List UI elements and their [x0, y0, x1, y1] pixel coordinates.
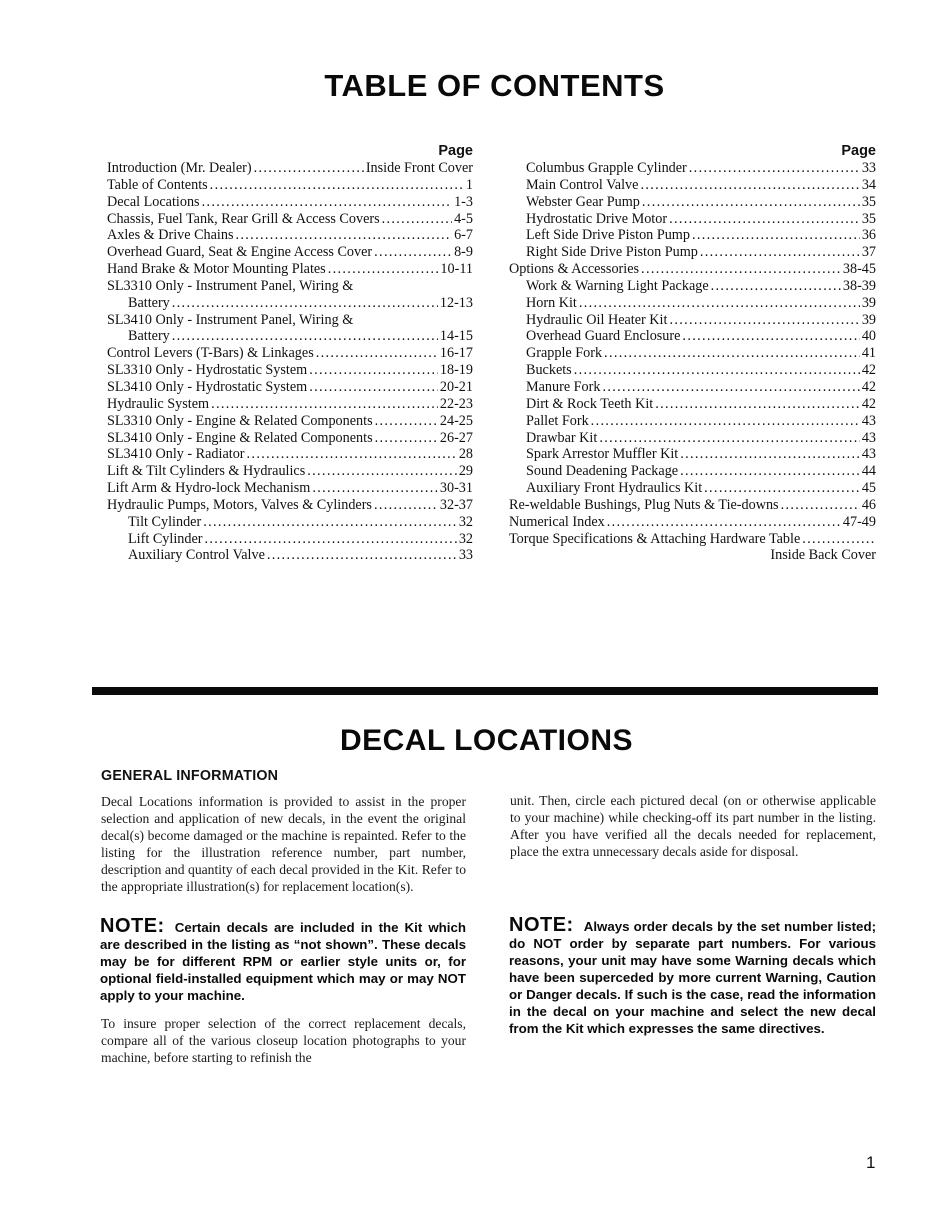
toc-entry-label: Pallet Fork	[526, 412, 589, 429]
dot-leader	[591, 413, 860, 430]
toc-entry	[509, 177, 876, 194]
toc-entry-label: Drawbar Kit	[526, 429, 598, 446]
toc-entry-page: 1	[465, 176, 473, 193]
toc-entry-page: 26-27	[439, 429, 473, 446]
toc-entry-label: Auxiliary Control Valve	[128, 547, 265, 564]
toc-entry-page: 32	[458, 513, 473, 530]
toc-entry-label: Sound Deadening Package	[526, 463, 679, 480]
dot-leader	[374, 244, 452, 261]
dot-leader	[328, 261, 439, 278]
toc-entry-page: 32	[458, 530, 473, 547]
dot-leader	[375, 413, 438, 430]
toc-entry-label: Tilt Cylinder	[128, 513, 202, 530]
toc-entry	[509, 379, 876, 396]
toc-entry	[509, 244, 876, 261]
toc-entry-page: 37	[861, 244, 876, 261]
toc-entry-label: Webster Gear Pump	[526, 193, 640, 210]
toc-entry-page: 1-3	[454, 193, 473, 210]
dot-leader	[254, 160, 364, 177]
note-text: Certain decals are included in the Kit which are described in the listing as “not shown”. These decals may be for different RPM or earlier style units or, for optional field-installed equipment which may or may NOT apply to your machine.	[100, 920, 466, 1003]
toc-entry-label: Manure Fork	[526, 378, 601, 395]
toc-entry	[107, 480, 473, 497]
toc-entry-page: 14-15	[439, 328, 473, 345]
toc-entry-page: 43	[861, 429, 876, 446]
toc-title: TABLE OF CONTENTS	[324, 68, 665, 103]
toc-entry	[107, 345, 473, 362]
toc-entry-label: Lift & Tilt Cylinders & Hydraulics	[107, 463, 306, 480]
note-label: NOTE:	[509, 914, 574, 936]
toc-entry-page: 24-25	[439, 412, 473, 429]
toc-entry	[509, 531, 876, 548]
toc-entry	[107, 261, 473, 278]
page-column-header: Page	[841, 143, 876, 159]
toc-entry-page: 39	[861, 311, 876, 328]
toc-entry-page: 47-49	[842, 513, 876, 530]
toc-entry-page: 46	[861, 496, 876, 513]
toc-entry-page: 33	[458, 547, 473, 564]
toc-entry-page: 34	[861, 176, 876, 193]
toc-entry-label: Chassis, Fuel Tank, Rear Grill & Access Covers	[107, 210, 380, 227]
toc-entry	[509, 396, 876, 413]
toc-entry	[509, 362, 876, 379]
dot-leader	[211, 396, 438, 413]
toc-entry-label: Re-weldable Bushings, Plug Nuts & Tie-downs	[509, 496, 779, 513]
dot-leader	[642, 194, 860, 211]
dot-leader	[641, 261, 841, 278]
toc-entry-page: 38-39	[842, 277, 876, 294]
toc-entry	[107, 177, 473, 194]
toc-entry	[509, 312, 876, 329]
dot-leader	[655, 396, 860, 413]
toc-entry	[107, 194, 473, 211]
toc-entry	[509, 261, 876, 278]
dot-leader	[172, 328, 438, 345]
toc-entry-page: 36	[861, 227, 876, 244]
toc-entry-page: 39	[861, 294, 876, 311]
toc-entry	[107, 514, 473, 531]
dot-leader	[669, 211, 860, 228]
toc-entry-label: SL3410 Only - Radiator	[107, 446, 245, 463]
toc-entry-label: Overhead Guard, Seat & Engine Access Cover	[107, 244, 373, 261]
note-not-shown	[100, 915, 466, 1004]
dot-leader	[247, 446, 457, 463]
decal-locations-title: DECAL LOCATIONS	[339, 724, 634, 757]
toc-entry-label: Columbus Grapple Cylinder	[526, 160, 687, 176]
dot-leader	[382, 211, 452, 228]
toc-entry	[509, 328, 876, 345]
dot-leader	[172, 295, 438, 312]
dot-leader	[203, 514, 457, 531]
toc-entry	[509, 480, 876, 497]
toc-entry-label: Work & Warning Light Package	[526, 277, 709, 294]
toc-entry-page: 42	[861, 378, 876, 395]
toc-entry-page: 8-9	[454, 244, 473, 261]
toc-entry-label: Battery	[128, 328, 170, 345]
toc-right-column	[509, 143, 876, 564]
toc-entry	[107, 362, 473, 379]
dot-leader	[781, 497, 860, 514]
page-column-header: Page	[438, 143, 473, 159]
selection-paragraph: To insure proper selection of the correct replacement decals, compare all of the various closeup location photographs to your machine, before starting to refinish the	[101, 1016, 466, 1065]
toc-entry	[509, 497, 876, 514]
toc-entry-label: Dirt & Rock Teeth Kit	[526, 395, 654, 412]
toc-entry	[509, 227, 876, 244]
toc-entry	[107, 430, 473, 447]
toc-left-list	[107, 160, 473, 564]
toc-entry	[509, 194, 876, 211]
toc-entry-page: 38-45	[842, 261, 876, 278]
dot-leader	[689, 160, 860, 177]
dot-leader	[607, 514, 841, 531]
selection-paragraph-continued: unit. Then, circle each pictured decal (on or otherwise applicable to your machine) while checking-off its part number in the listing. After you have verified all the decals needed for replacement, place the extra unnecessary decals aside for disposal.	[510, 793, 876, 859]
toc-entry	[107, 312, 473, 329]
toc-entry-label: SL3410 Only - Engine & Related Components	[107, 429, 373, 446]
dot-leader	[602, 379, 859, 396]
toc-entry-label: Introduction (Mr. Dealer)	[107, 160, 252, 176]
toc-entry	[107, 278, 473, 295]
dot-leader	[236, 227, 453, 244]
dot-leader	[210, 177, 464, 194]
toc-entry	[107, 295, 473, 312]
dot-leader	[711, 278, 841, 295]
toc-entry-label: Table of Contents	[107, 176, 208, 193]
toc-entry-label: Buckets	[526, 362, 572, 379]
toc-entry-label: Lift Arm & Hydro-lock Mechanism	[107, 480, 311, 497]
toc-entry-label: SL3410 Only - Instrument Panel, Wiring &	[107, 311, 354, 328]
dot-leader	[700, 244, 860, 261]
dot-leader	[604, 345, 860, 362]
toc-entry-page: 33	[861, 160, 876, 176]
toc-entry	[509, 211, 876, 228]
toc-entry	[509, 446, 876, 463]
toc-entry-label: Grapple Fork	[526, 345, 603, 362]
toc-entry	[509, 278, 876, 295]
toc-entry-page: 42	[861, 362, 876, 379]
toc-entry-page: 41	[861, 345, 876, 362]
toc-entry-label: Hydraulic Oil Heater Kit	[526, 311, 668, 328]
dot-leader	[309, 362, 438, 379]
dot-leader	[802, 531, 874, 548]
toc-entry-label: Control Levers (T-Bars) & Linkages	[107, 345, 314, 362]
toc-entry-label: Hand Brake & Motor Mounting Plates	[107, 261, 326, 278]
toc-entry-label: Hydrostatic Drive Motor	[526, 210, 668, 227]
toc-entry-label: Options & Accessories	[509, 261, 640, 278]
toc-entry	[509, 547, 876, 564]
toc-entry-label: Battery	[128, 294, 170, 311]
dot-leader	[680, 463, 860, 480]
toc-entry-page: 12-13	[439, 294, 473, 311]
toc-entry-label: Numerical Index	[509, 513, 605, 530]
toc-entry	[107, 413, 473, 430]
toc-entry-label: SL3410 Only - Hydrostatic System	[107, 378, 308, 395]
toc-entry-label: Axles & Drive Chains	[107, 227, 234, 244]
toc-entry-label: Hydraulic Pumps, Motors, Valves & Cylinders	[107, 496, 372, 513]
toc-entry-label: Horn Kit	[526, 294, 577, 311]
dot-leader	[309, 379, 438, 396]
intro-paragraph: Decal Locations information is provided to assist in the proper selection and application of new decals, in the event the original decal(s) become damaged or the machine is repainted. Refer to the listing for the illustration reference number, part number, description and quantity of each decal provided in the Kit. Refer to the appropriate illustration(s) for replacement location(s).	[101, 794, 466, 894]
dot-leader	[312, 480, 438, 497]
toc-entry-page: 16-17	[439, 345, 473, 362]
toc-entry-label: Decal Locations	[107, 193, 200, 210]
dot-leader	[704, 480, 860, 497]
toc-entry-page: 10-11	[440, 261, 473, 278]
toc-entry	[107, 531, 473, 548]
toc-entry	[107, 244, 473, 261]
dot-leader	[307, 463, 457, 480]
toc-entry-label: Left Side Drive Piston Pump	[526, 227, 690, 244]
toc-entry-label: Overhead Guard Enclosure	[526, 328, 681, 345]
toc-entry-page: 18-19	[439, 362, 473, 379]
toc-entry	[107, 227, 473, 244]
toc-entry-page: 35	[861, 210, 876, 227]
toc-entry-label: Main Control Valve	[526, 176, 639, 193]
toc-entry	[107, 547, 473, 564]
dot-leader	[579, 295, 860, 312]
toc-entry-label: SL3310 Only - Engine & Related Components	[107, 412, 373, 429]
dot-leader	[204, 531, 456, 548]
toc-entry-page: Inside Front Cover	[365, 160, 473, 176]
toc-entry	[509, 413, 876, 430]
toc-entry-page: 43	[861, 446, 876, 463]
dot-leader	[680, 446, 860, 463]
toc-entry-page: 28	[458, 446, 473, 463]
toc-entry	[509, 295, 876, 312]
toc-entry-page: Inside Back Cover	[770, 547, 876, 564]
toc-entry	[509, 345, 876, 362]
toc-entry-page: 4-5	[454, 210, 473, 227]
dot-leader	[375, 430, 438, 447]
dot-leader	[640, 177, 859, 194]
toc-entry-label: SL3310 Only - Hydrostatic System	[107, 362, 308, 379]
note-order-by-set	[509, 914, 876, 1037]
toc-entry-page: 6-7	[454, 227, 473, 244]
toc-entry-page: 35	[861, 193, 876, 210]
toc-right-list	[509, 160, 876, 564]
toc-entry-label: Torque Specifications & Attaching Hardware Table	[509, 530, 801, 547]
toc-entry	[509, 430, 876, 447]
general-information-heading: GENERAL INFORMATION	[101, 768, 279, 784]
toc-entry-label: Right Side Drive Piston Pump	[526, 244, 698, 261]
toc-entry	[107, 497, 473, 514]
toc-entry	[107, 211, 473, 228]
dot-leader	[682, 328, 859, 345]
dot-leader	[316, 345, 438, 362]
toc-entry-label: Spark Arrestor Muffler Kit	[526, 446, 679, 463]
dot-leader	[692, 227, 860, 244]
page-number: 1	[866, 1153, 876, 1172]
toc-entry-page: 20-21	[439, 378, 473, 395]
toc-entry-page: 32-37	[439, 496, 473, 513]
toc-entry-page: 40	[861, 328, 876, 345]
toc-entry-label: Hydraulic System	[107, 395, 210, 412]
toc-entry	[107, 328, 473, 345]
note-text: Always order decals by the set number listed; do NOT order by separate part numbers. For various reasons, your unit may have some Warning decals which have been superceded by more current Warning, Caution or Danger decals. If such is the case, read the information in the decal on your machine and select the new decal from the Kit which expresses the same directives.	[509, 919, 876, 1036]
dot-leader	[202, 194, 453, 211]
dot-leader	[669, 312, 859, 329]
toc-entry	[509, 463, 876, 480]
dot-leader	[374, 497, 438, 514]
toc-entry	[509, 514, 876, 531]
section-divider	[92, 687, 878, 695]
dot-leader	[574, 362, 860, 379]
toc-entry	[107, 160, 473, 177]
dot-leader	[599, 430, 860, 447]
toc-entry-page: 42	[861, 395, 876, 412]
toc-entry-label: Lift Cylinder	[128, 530, 203, 547]
toc-entry-page: 43	[861, 412, 876, 429]
toc-entry-page: 22-23	[439, 395, 473, 412]
toc-entry	[107, 463, 473, 480]
toc-entry-page: 45	[861, 480, 876, 497]
toc-entry	[107, 446, 473, 463]
toc-entry	[509, 160, 876, 177]
toc-entry-page: 30-31	[439, 480, 473, 497]
note-label: NOTE:	[100, 915, 165, 937]
toc-entry-label: Auxiliary Front Hydraulics Kit	[526, 480, 703, 497]
toc-entry-page: 44	[861, 463, 876, 480]
toc-entry	[107, 396, 473, 413]
toc-entry-page: 29	[458, 463, 473, 480]
toc-entry	[107, 379, 473, 396]
toc-entry-label: SL3310 Only - Instrument Panel, Wiring &	[107, 277, 354, 294]
dot-leader	[267, 547, 457, 564]
toc-left-column	[107, 143, 473, 564]
